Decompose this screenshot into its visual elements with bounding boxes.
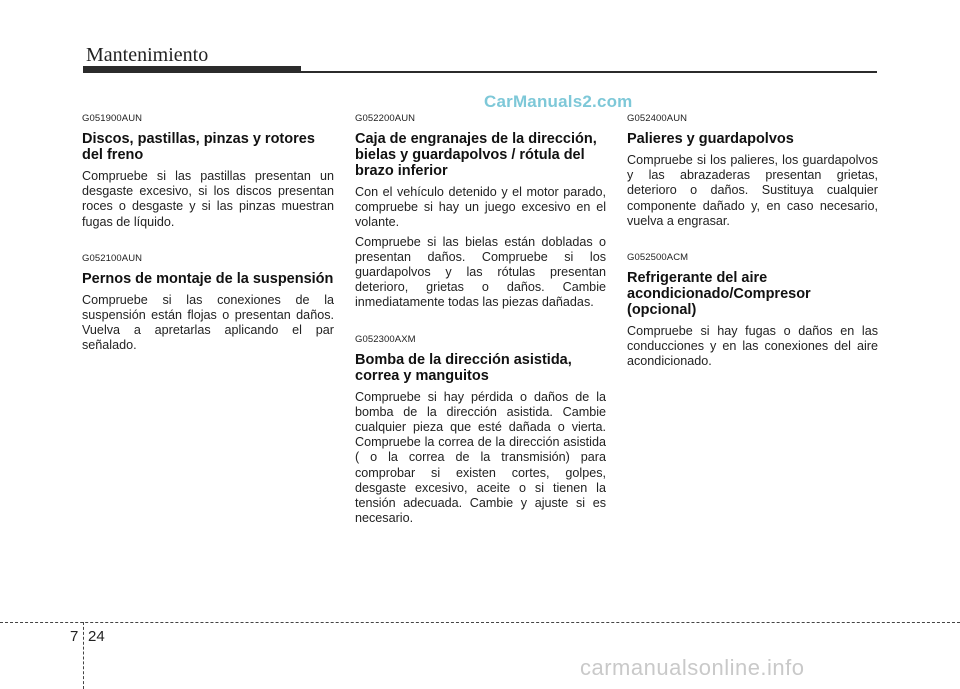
section-title: Bomba de la dirección asistida, correa y manguitos [355,351,572,384]
column-right [627,113,878,374]
section-title: Refrigerante del aire acondicionado/Compresor (opcional) [627,270,811,319]
section-title: Pernos de montaje de la suspensión [82,270,334,287]
page-number: 24 [88,628,105,645]
section-paragraph: Con el vehículo detenido y el motor parado, compruebe si hay un juego excesivo en el volante. [355,185,606,230]
watermark-top: CarManuals2.com [484,92,633,111]
chapter-number: 7 [70,628,79,645]
section-paragraph: Compruebe si las pastillas presentan un desgaste excesivo, si los discos presentan roces o desgaste y si las pinzas muestran fugas de líquido. [82,169,334,229]
section-title: Palieres y guardapolvos [627,131,794,147]
footer-rule [0,622,960,623]
section-code: G051900AUN [82,113,143,124]
column-middle [355,113,606,530]
section-paragraph: Compruebe si hay pérdida o daños de la bomba de la dirección asistida. Cambie cualquier pieza que esté dañada o vierta. Compruebe la correa de la dirección asistida ( o la correa de la transmisión) para comprobar si existen cortes, golpes, desgaste excesivo, aceite o si tienen la tensión adecuada. Cambie y ajuste si es necesario. [355,389,606,526]
section-code: G052400AUN [627,113,688,124]
section-code: G052500ACM [627,252,689,264]
header-rule-thick [83,66,301,73]
section-paragraph: Compruebe si las bielas están dobladas o presentan daños. Compruebe si los guardapolvos y las rótulas presentan deterioro, grietas o daños. Cambie inmediatamente todas las piezas dañadas. [355,234,606,310]
section-paragraph: Compruebe si las conexiones de la suspensión están flojas o presentan daños. Vuelva a apretarlas aplicando el par señalado. [82,292,334,353]
section-code: G052200AUN [355,113,416,124]
section-paragraph: Compruebe si hay fugas o daños en las conducciones y en las conexiones del aire acondicionado. [627,324,878,369]
section-code: G052100AUN [82,252,143,264]
section-paragraph: Compruebe si los palieres, los guardapolvos y las abrazaderas presentan grietas, deterioro o daños. Sustituya cualquier componente dañado y, en caso necesario, vuelva a engrasar. [627,153,878,228]
section-title: Discos, pastillas, pinzas y rotores del freno [82,131,315,163]
section-code: G052300AXM [355,333,416,345]
page-header-title: Mantenimiento [86,44,209,66]
footer-divider [83,622,84,689]
section-title: Caja de engranajes de la dirección, bielas y guardapolvos / rótula del brazo inferior [355,131,597,179]
watermark-bottom: carmanualsonline.info [580,655,805,680]
column-left [82,113,334,358]
header-rule-thin [301,71,877,73]
